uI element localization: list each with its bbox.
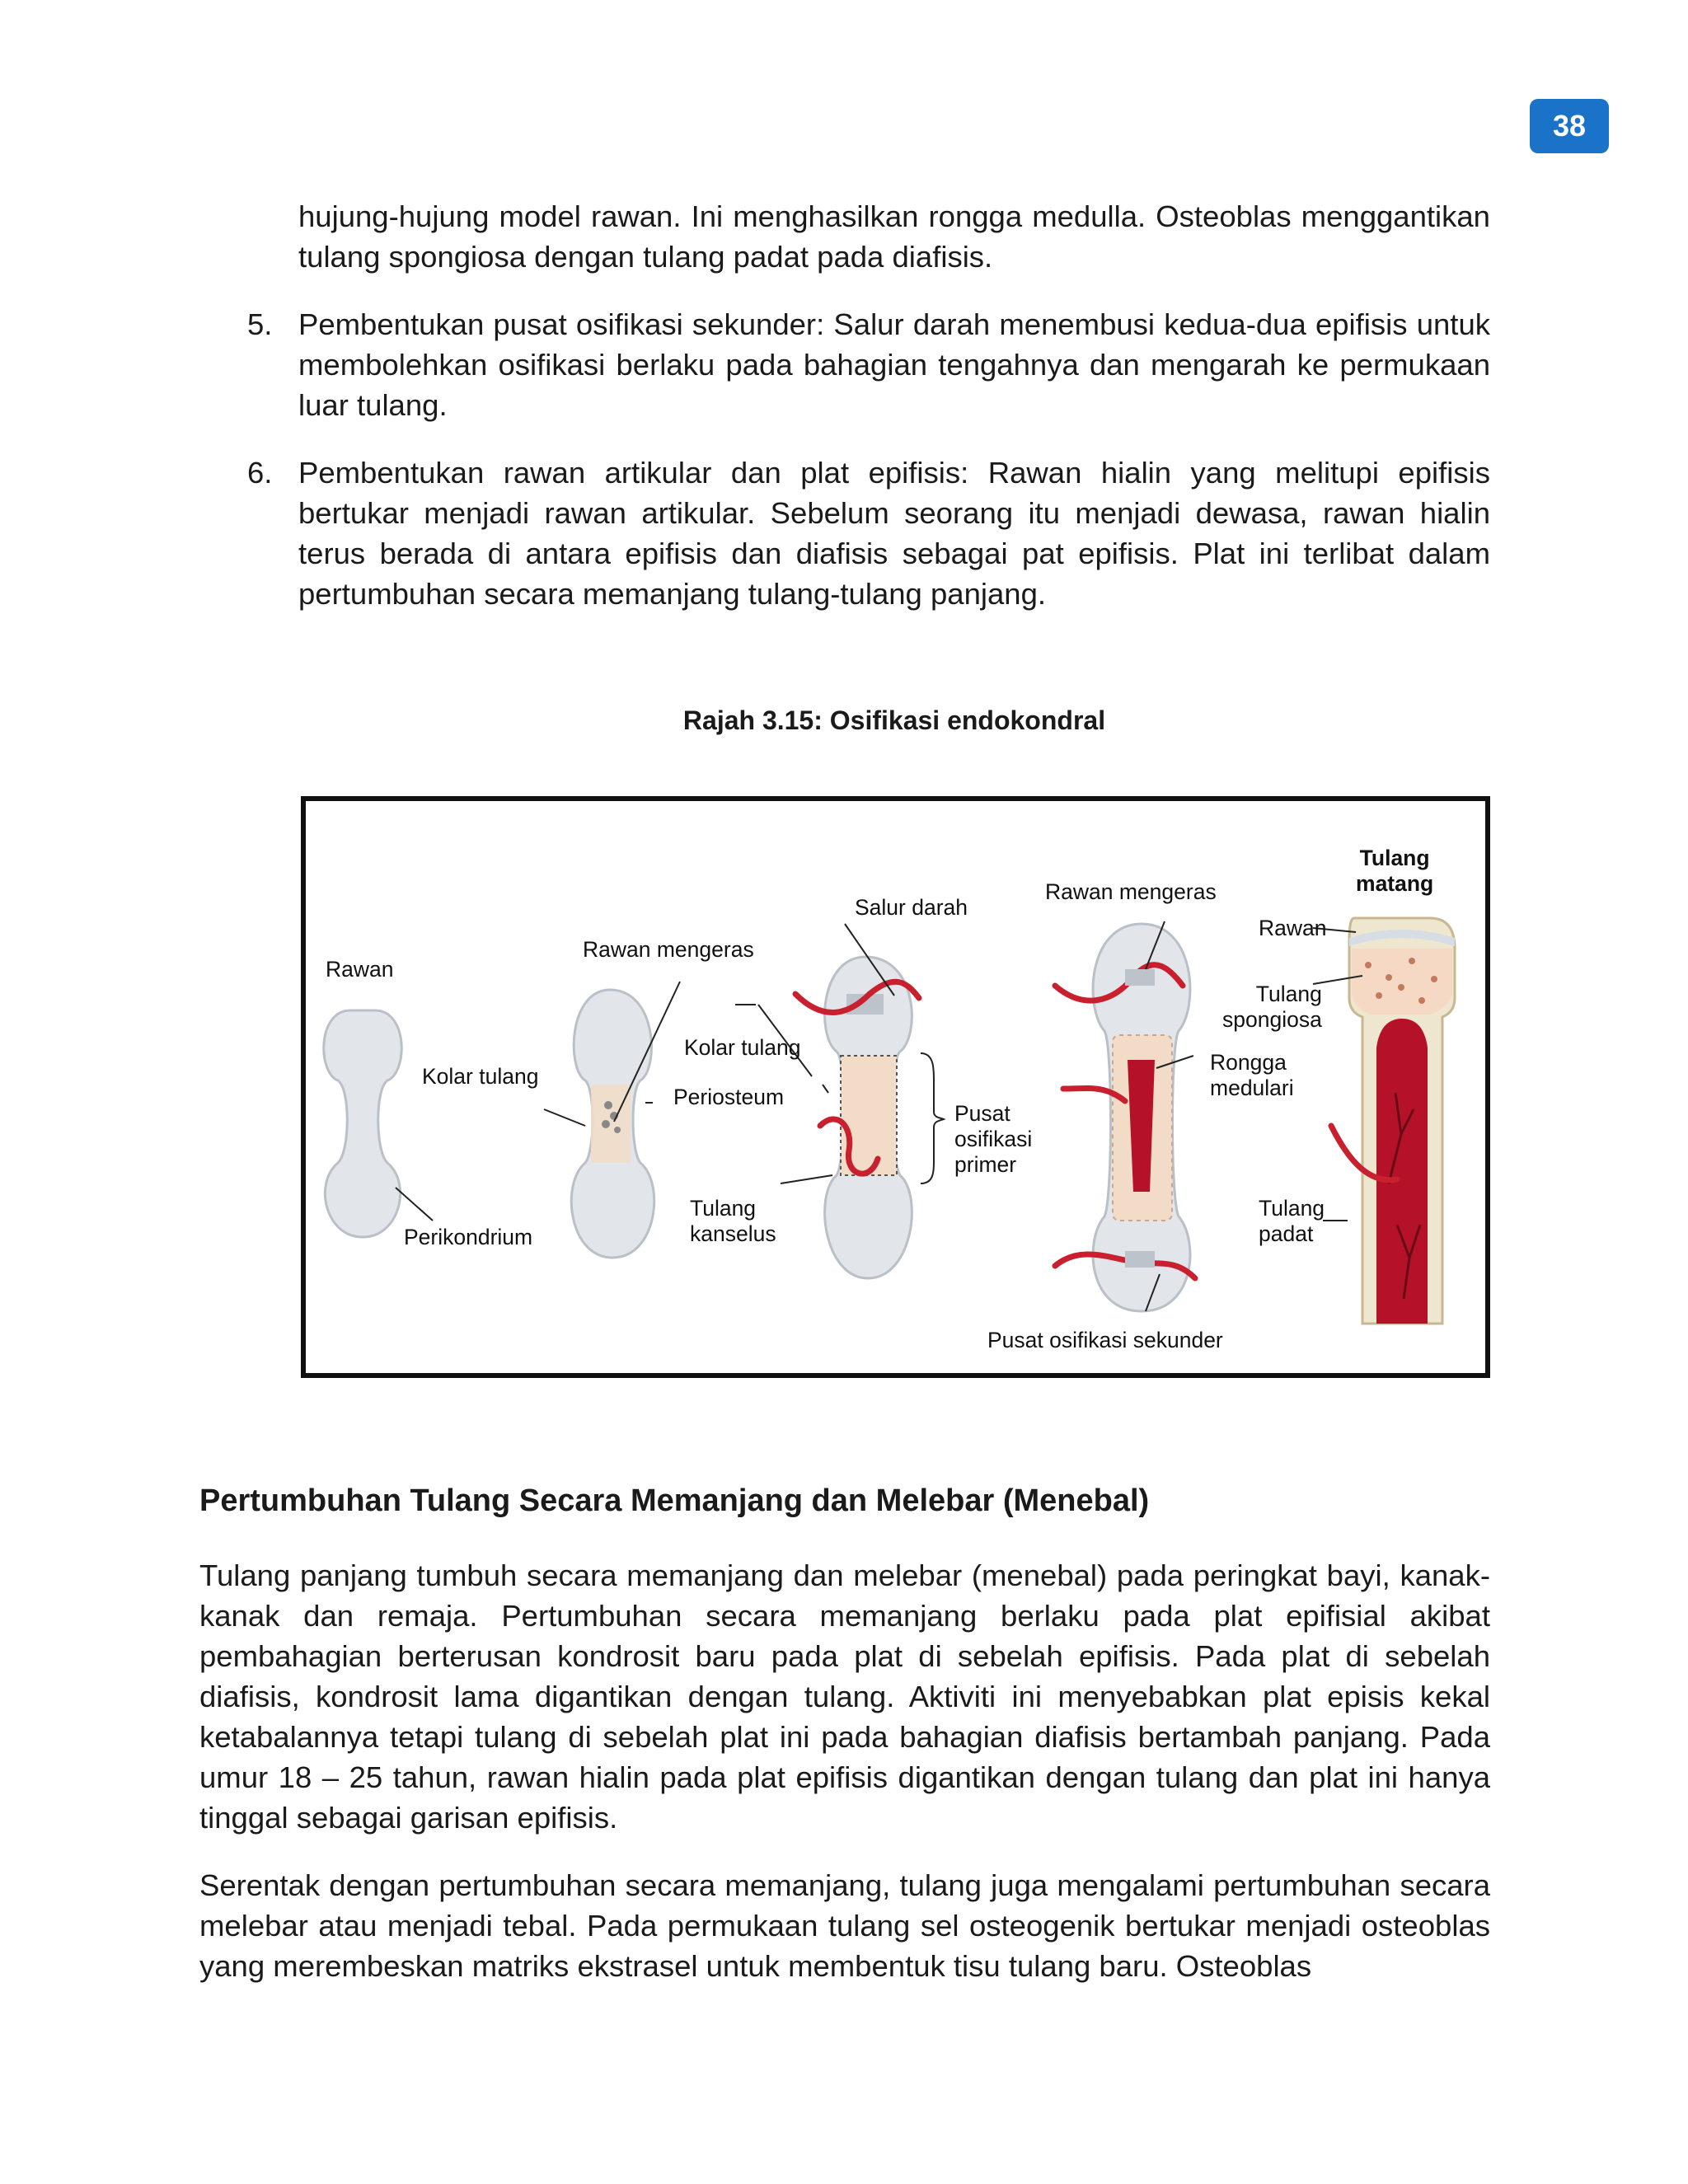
label-periosteum: Periosteum (673, 1085, 785, 1109)
label-salur-darah: Salur darah (855, 895, 968, 920)
marrow-cavity (1376, 1019, 1428, 1324)
ossification-figure (301, 796, 1490, 1378)
label-kolar-tulang-2: Kolar tulang (684, 1035, 801, 1060)
label-rongga-medulari: Rongga medulari (1210, 1050, 1294, 1100)
figure-caption: Rajah 3.15: Osifikasi endokondral (682, 705, 1106, 735)
label-rawan-mengeras-1: Rawan mengeras (583, 937, 754, 962)
list-number: 5. (247, 307, 273, 341)
calcified-cell (614, 1127, 621, 1133)
secondary-centre-top (1125, 969, 1155, 986)
body-paragraph: Tulang panjang tumbuh secara memanjang dan melebar (menebal) pada peringkat bayi, kanak-kanak dan remaja. Pertumbuhan secara memanjang berlaku pada plat epifisial akibat pembahagian berterusan kondrosit baru pada plat di sebelah epifisis. Pada plat di sebelah diafisis, kondrosit lama digantikan dengan tulang. Aktiviti ini menyebabkan plat episis kekal ketabalannya tetapi tulang di sebelah plat ini pada bahagian diafisis bertambah panjang. Pada umur 18 – 25 tahun, rawan hialin pada plat epifisis digantikan dengan tulang dan plat ini hanya tinggal sebagai garisan epifisis. (199, 1558, 1490, 1835)
label-tulang-padat: Tulang padat (1259, 1196, 1325, 1246)
label-tulang-matang: Tulang matang (1356, 846, 1434, 896)
label-tulang-spongiosa: Tulang spongiosa (1222, 982, 1322, 1032)
page-number-badge: 38 (1530, 99, 1609, 153)
list-number: 6. (247, 456, 273, 490)
label-tulang-kanselus: Tulang kanselus (690, 1196, 776, 1246)
list-item-text: Pembentukan pusat osifikasi sekunder: Salur darah menembusi kedua-dua epifisis untuk membolehkan osifikasi berlaku pada bahagian tengahnya dan mengarah ke permukaan luar tulang. (298, 307, 1490, 422)
label-kolar-tulang-1: Kolar tulang (422, 1064, 539, 1089)
calcified-cell (604, 1101, 612, 1109)
bone-collar-stage-2 (591, 1085, 631, 1163)
list-item (247, 452, 1490, 617)
intro-paragraph: hujung-hujung model rawan. Ini menghasilkan rongga medulla. Osteoblas menggantikan tulang spongiosa dengan tulang padat pada diafisis. (298, 199, 1490, 274)
label-perikondrium: Perikondrium (404, 1225, 533, 1249)
body-paragraph: Serentak dengan pertumbuhan secara memanjang, tulang juga mengalami pertumbuhan secara melebar atau menjadi tebal. Pada permukaan tulang sel osteogenik bertukar menjadi osteoblas yang merembeskan matriks ekstrasel untuk membentuk tisu tulang baru. Osteoblas (199, 1868, 1490, 1983)
list-item-text: Pembentukan rawan artikular dan plat epifisis: Rawan hialin yang melitupi epifisis bertukar menjadi rawan artikular. Sebelum seorang itu menjadi dewasa, rawan hialin terus berada di antara epifisis dan diafisis sebagai pat epifisis. Plat ini terlibat dalam pertumbuhan secara memanjang tulang-tulang panjang. (298, 456, 1490, 611)
list-item (247, 304, 1490, 428)
secondary-centre-bottom (1125, 1251, 1155, 1268)
label-pusat-osifikasi-sekunder: Pusat osifikasi sekunder (987, 1328, 1223, 1352)
label-rawan-1: Rawan (326, 957, 394, 982)
label-rawan-2: Rawan (1259, 916, 1327, 940)
spongy-bone (1352, 949, 1452, 1015)
label-pusat-osifikasi-primer: Pusat osifikasi primer (954, 1101, 1033, 1177)
calcified-cell (602, 1120, 610, 1128)
section-heading: Pertumbuhan Tulang Secara Memanjang dan Melebar (Menebal) (199, 1483, 1150, 1518)
label-rawan-mengeras-2: Rawan mengeras (1045, 879, 1217, 904)
